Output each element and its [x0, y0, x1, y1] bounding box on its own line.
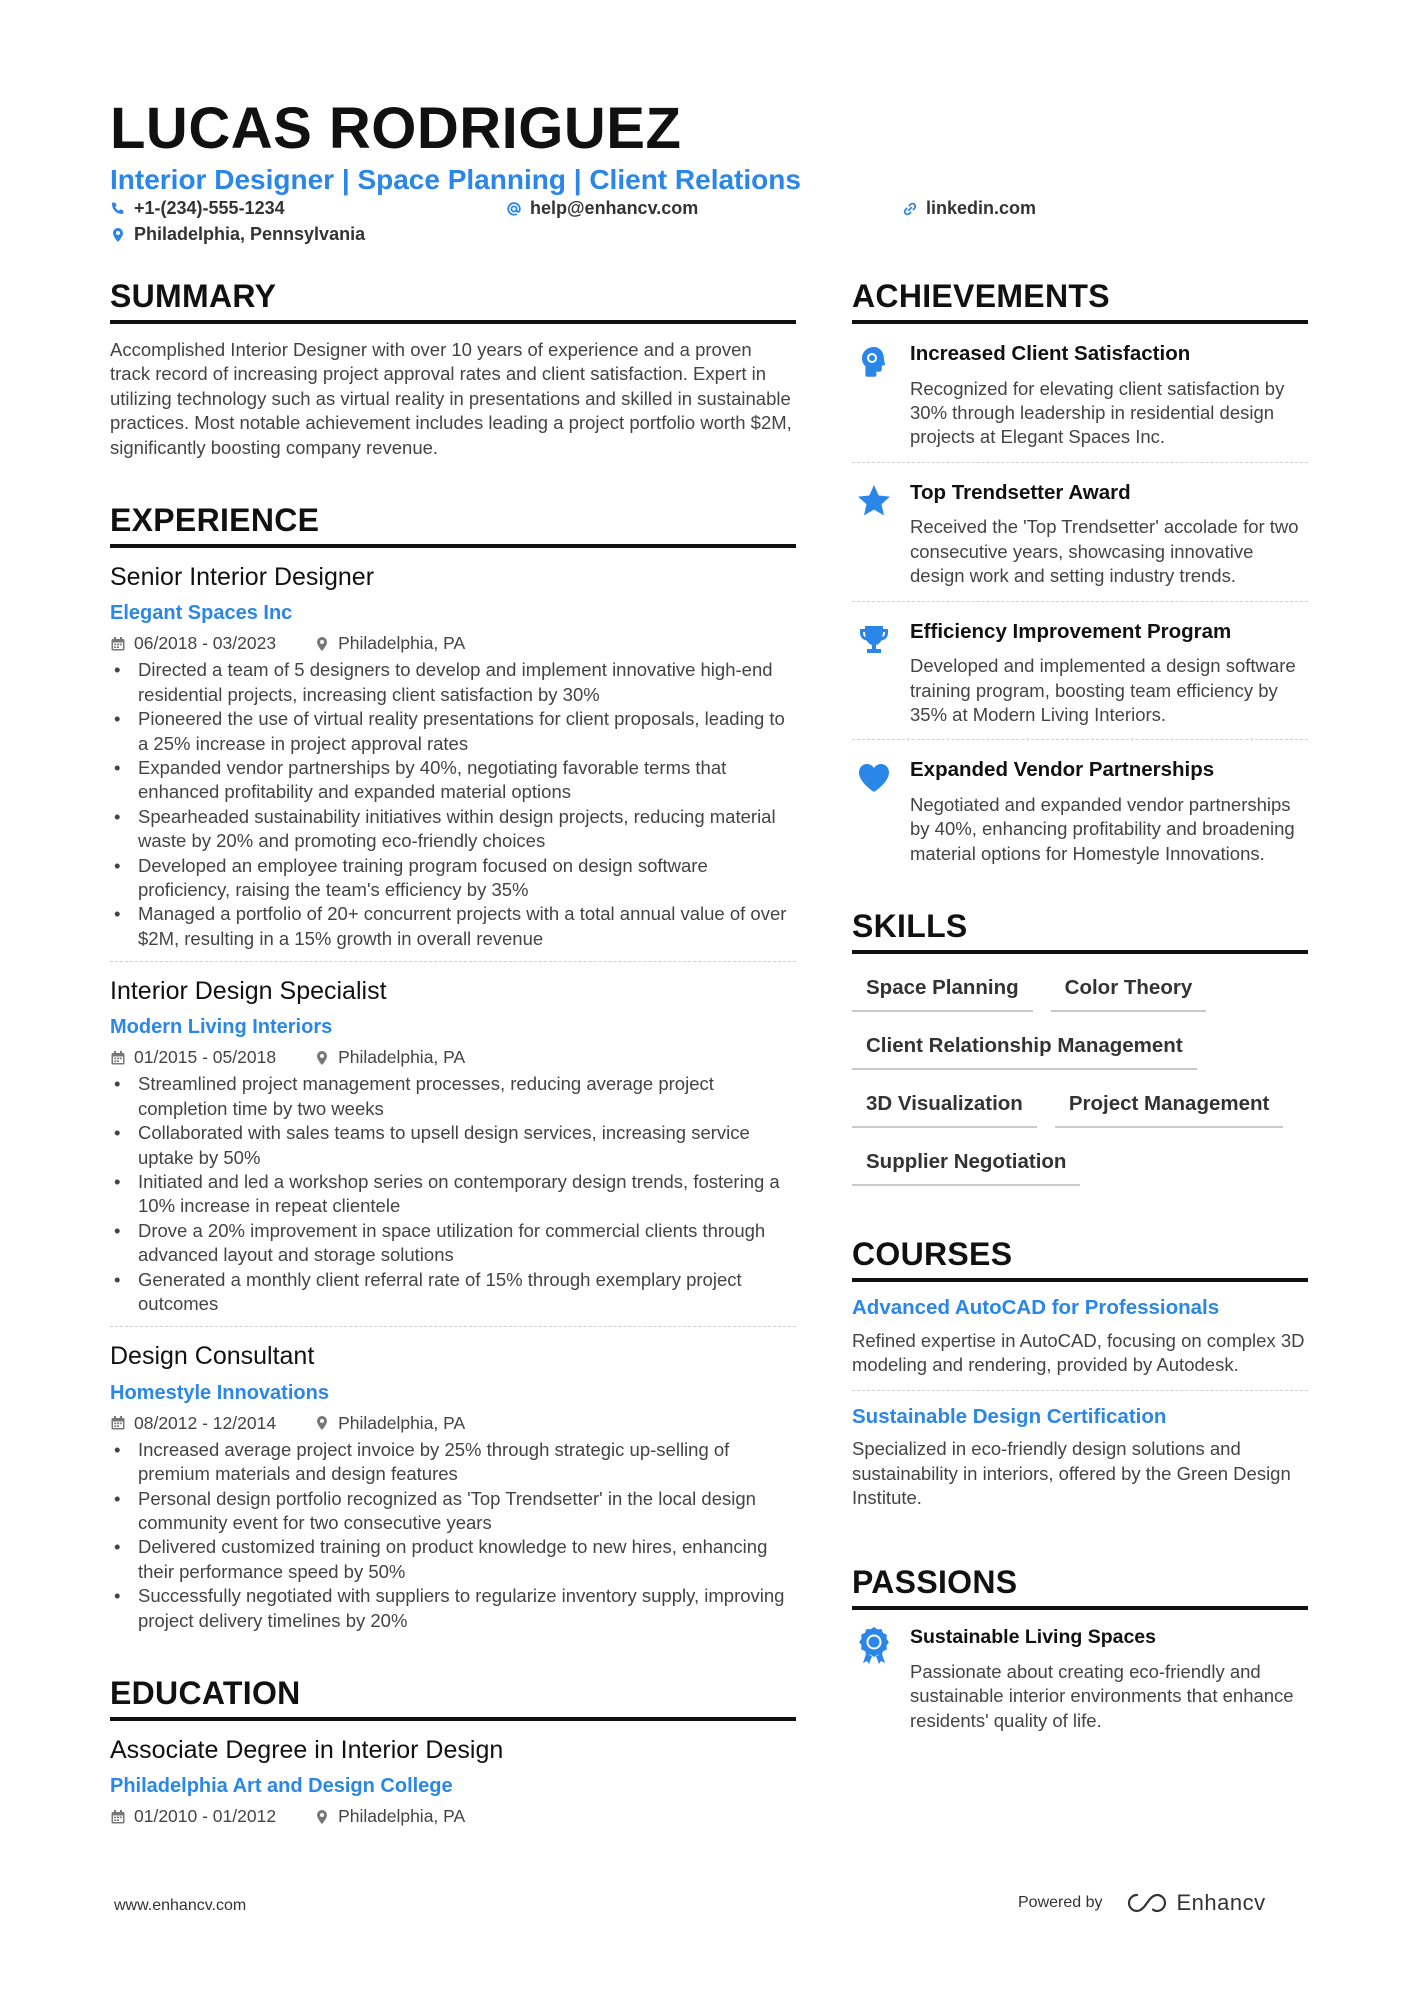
education-meta	[110, 1806, 796, 1827]
contact-location	[110, 224, 365, 245]
company-name: Modern Living Interiors	[110, 1016, 333, 1039]
passion-title: Sustainable Living Spaces	[910, 1626, 1156, 1649]
brand-name: Enhancv	[1176, 1890, 1266, 1915]
summary-text: Accomplished Interior Designer with over 10 years of experience and a proven track record of increasing project approval rates and client satisfaction. Expert in utilizing technology such as virtual reality in presentations and skilled in sustainable practices. Most notable achievement includes leading a project portfolio worth $2M, significantly boosting company revenue.	[110, 339, 792, 458]
at-icon	[506, 201, 522, 217]
course-desc: Refined expertise in AutoCAD, focusing on complex 3D modeling and rendering, provided by Autodesk.	[852, 1329, 1305, 1376]
degree-title: Associate Degree in Interior Design	[110, 1735, 504, 1764]
achievement-item	[852, 602, 1308, 741]
powered-by-text: Powered by	[1018, 1894, 1103, 1911]
education-location: Philadelphia, PA	[338, 1806, 466, 1827]
job-location: Philadelphia, PA	[338, 1412, 466, 1433]
education-heading: EDUCATION	[110, 1677, 796, 1721]
left-column	[110, 280, 796, 1827]
job-location: Philadelphia, PA	[338, 1047, 466, 1068]
skill-tag: Client Relationship Management	[852, 1028, 1197, 1070]
course-title: Advanced AutoCAD for Professionals	[852, 1296, 1220, 1320]
candidate-name: LUCAS RODRIGUEZ	[110, 96, 682, 161]
skill-tag: Color Theory	[1051, 970, 1207, 1012]
achievement-item	[852, 740, 1308, 878]
location-pin-icon	[314, 1050, 330, 1066]
bullet-item: • Streamlined project management processes, reducing average project completion time by two weeks	[110, 1072, 796, 1121]
experience-heading: EXPERIENCE	[110, 504, 796, 548]
achievement-title: Expanded Vendor Partnerships	[910, 758, 1215, 782]
passion-item	[852, 1610, 1308, 1733]
email-text: help@enhancv.com	[530, 198, 699, 218]
bullet-item: • Directed a team of 5 designers to develop and implement innovative high-end residential projects, increasing client satisfaction by 30%	[110, 658, 796, 707]
phone-icon	[110, 201, 126, 217]
achievement-desc: Negotiated and expanded vendor partnerships by 40%, enhancing profitability and broadening material options for Homestyle Innovations.	[910, 794, 1295, 864]
calendar-icon	[110, 636, 126, 652]
candidate-title: Interior Designer | Space Planning | Client Relations	[110, 164, 801, 195]
experience-item	[110, 961, 796, 1316]
experience-section	[110, 504, 796, 1633]
bullet-item: • Successfully negotiated with suppliers to regularize inventory supply, improving project delivery timelines by 20%	[110, 1584, 796, 1633]
courses-heading: COURSES	[852, 1238, 1308, 1282]
bullet-item: • Developed an employee training program focused on design software proficiency, raising the team's efficiency by 35%	[110, 854, 796, 903]
location-pin-icon	[110, 227, 126, 243]
company-name: Homestyle Innovations	[110, 1381, 329, 1404]
course-desc: Specialized in eco-friendly design solutions and sustainability in interiors, offered by the Green Design Institute.	[852, 1438, 1291, 1509]
job-meta	[110, 633, 796, 654]
contact-linkedin[interactable]	[902, 198, 1036, 219]
footer-website[interactable]: www.enhancv.com	[114, 1897, 247, 1914]
skills-section	[852, 910, 1308, 1186]
phone-text: +1-(234)-555-1234	[134, 198, 285, 218]
bullet-item: • Personal design portfolio recognized as 'Top Trendsetter' in the local design community event for two consecutive years	[110, 1487, 796, 1536]
skill-tag: Project Management	[1055, 1086, 1284, 1128]
job-bullets	[110, 658, 796, 951]
bullet-item: • Drove a 20% improvement in space utilization for commercial clients through advanced layout and storage solutions	[110, 1219, 796, 1268]
company-name: Elegant Spaces Inc	[110, 602, 293, 625]
education-item	[110, 1735, 796, 1827]
right-column	[852, 280, 1308, 1733]
job-dates: 08/2012 - 12/2014	[134, 1412, 277, 1433]
trophy-icon	[852, 620, 896, 728]
enhancv-logo-icon	[1125, 1891, 1169, 1915]
calendar-icon	[110, 1415, 126, 1431]
job-bullets	[110, 1072, 796, 1316]
achievement-desc: Received the 'Top Trendsetter' accolade for two consecutive years, showcasing innovative design work and setting industry trends.	[910, 516, 1299, 587]
location-pin-icon	[314, 636, 330, 652]
job-title: Senior Interior Designer	[110, 563, 375, 592]
calendar-icon	[110, 1050, 126, 1066]
bullet-item: • Initiated and led a workshop series on contemporary design trends, fostering a 10% increase in repeat clientele	[110, 1170, 796, 1219]
achievements-section	[852, 280, 1308, 878]
education-section	[110, 1674, 796, 1827]
bullet-item: • Spearheaded sustainability initiatives within design projects, reducing material waste by 20% and promoting eco-friendly choices	[110, 805, 796, 854]
skill-tag: Space Planning	[852, 970, 1033, 1012]
job-location: Philadelphia, PA	[338, 633, 466, 654]
bullet-item: • Expanded vendor partnerships by 40%, negotiating favorable terms that enhanced profitability and expanded material options	[110, 756, 796, 805]
job-title: Interior Design Specialist	[110, 977, 387, 1006]
achievement-title: Efficiency Improvement Program	[910, 619, 1232, 643]
skill-tag: 3D Visualization	[852, 1086, 1037, 1128]
job-bullets	[110, 1438, 796, 1633]
course-title: Sustainable Design Certification	[852, 1404, 1167, 1428]
course-item	[852, 1391, 1308, 1523]
enhancv-logo[interactable]	[1125, 1890, 1266, 1916]
passion-desc: Passionate about creating eco-friendly and sustainable interior environments that enhance residents' quality of life.	[910, 1660, 1294, 1731]
location-text: Philadelphia, Pennsylvania	[134, 224, 366, 244]
skills-list	[852, 970, 1308, 1186]
summary-section	[110, 280, 796, 460]
passions-heading: PASSIONS	[852, 1566, 1308, 1610]
course-item	[852, 1282, 1308, 1390]
education-dates: 01/2010 - 01/2012	[134, 1806, 277, 1827]
passions-section	[852, 1566, 1308, 1733]
star-icon	[852, 481, 896, 589]
location-pin-icon	[314, 1415, 330, 1431]
bullet-item: • Pioneered the use of virtual reality presentations for client proposals, leading to a 25% increase in project approval rates	[110, 707, 796, 756]
achievements-heading: ACHIEVEMENTS	[852, 280, 1308, 324]
bullet-item: • Increased average project invoice by 25% through strategic up-selling of premium materials and design features	[110, 1438, 796, 1487]
job-dates: 06/2018 - 03/2023	[134, 633, 277, 654]
experience-item	[110, 1326, 796, 1633]
bullet-item: • Collaborated with sales teams to upsell design services, increasing service uptake by 50%	[110, 1121, 796, 1170]
achievement-item	[852, 324, 1308, 463]
bullet-item: • Generated a monthly client referral rate of 15% through exemplary project outcomes	[110, 1268, 796, 1317]
achievement-title: Increased Client Satisfaction	[910, 342, 1191, 365]
contact-email[interactable]	[506, 198, 698, 219]
link-icon	[902, 201, 918, 217]
job-meta	[110, 1047, 796, 1068]
experience-item	[110, 562, 796, 951]
heart-icon	[852, 758, 896, 866]
courses-section	[852, 1238, 1308, 1522]
head-icon	[852, 342, 896, 450]
skill-tag: Supplier Negotiation	[852, 1144, 1080, 1186]
footer-branding	[1018, 1890, 1266, 1916]
contact-phone	[110, 198, 285, 219]
achievement-item	[852, 463, 1308, 602]
achievement-desc: Recognized for elevating client satisfaction by 30% through leadership in residential design projects at Elegant Spaces Inc.	[910, 377, 1285, 448]
summary-heading: SUMMARY	[110, 280, 796, 324]
achievement-desc: Developed and implemented a design software training program, boosting team efficiency by 35% at Modern Living Interiors.	[910, 655, 1296, 726]
location-pin-icon	[314, 1809, 330, 1825]
job-dates: 01/2015 - 05/2018	[134, 1047, 277, 1068]
bullet-item: • Managed a portfolio of 20+ concurrent projects with a total annual value of over $2M, resulting in a 15% growth in overall revenue	[110, 902, 796, 951]
school-name: Philadelphia Art and Design College	[110, 1775, 453, 1798]
job-title: Design Consultant	[110, 1342, 315, 1371]
skills-heading: SKILLS	[852, 910, 1308, 954]
bullet-item: • Delivered customized training on product knowledge to new hires, enhancing their performance speed by 50%	[110, 1535, 796, 1584]
linkedin-text: linkedin.com	[926, 198, 1037, 218]
job-meta	[110, 1413, 796, 1434]
calendar-icon	[110, 1809, 126, 1825]
badge-icon	[852, 1626, 896, 1733]
achievement-title: Top Trendsetter Award	[910, 480, 1131, 504]
